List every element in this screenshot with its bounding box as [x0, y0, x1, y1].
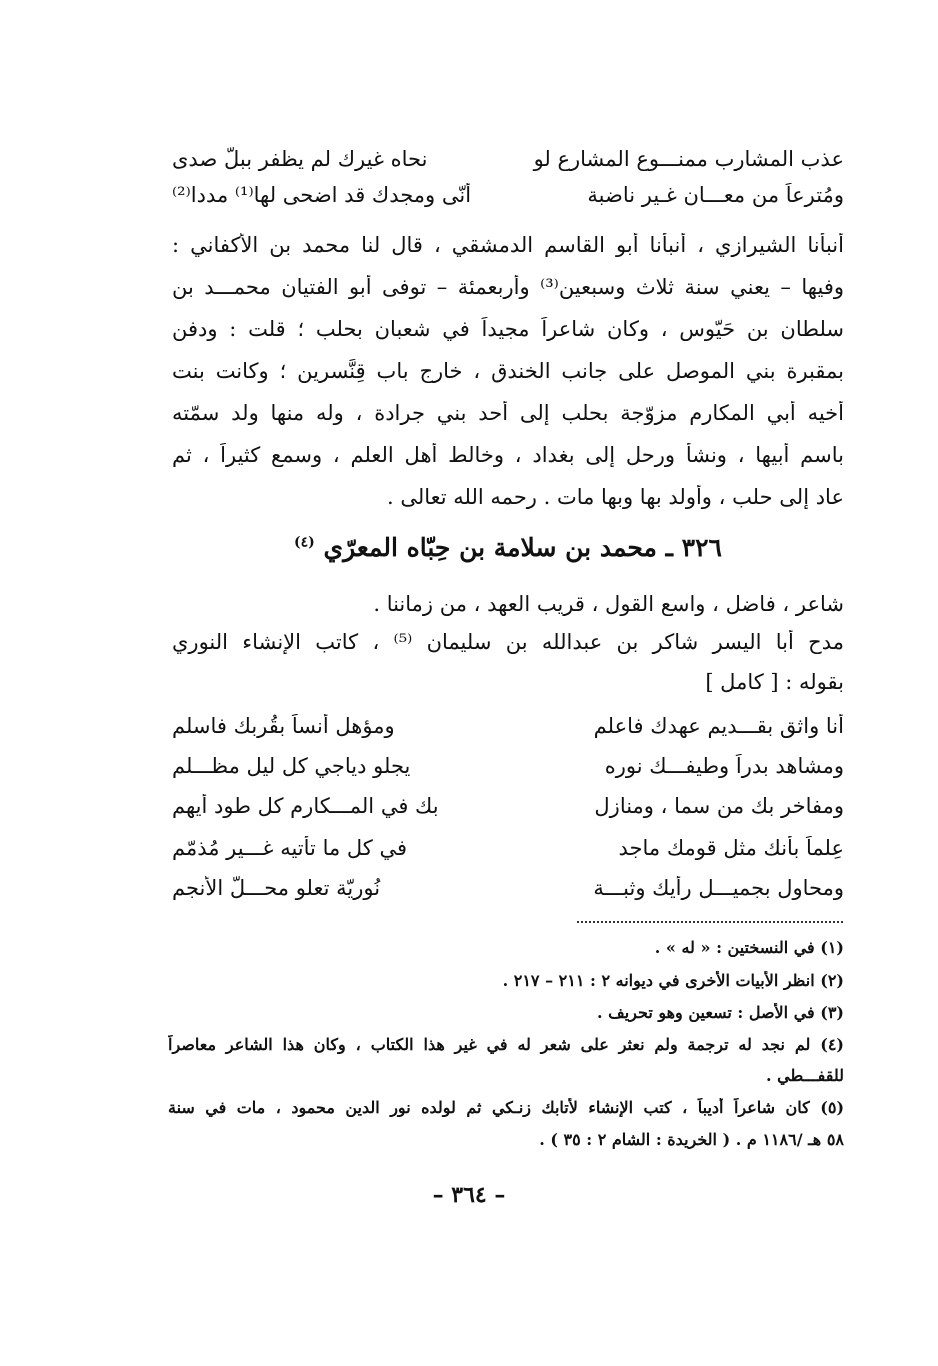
footnote: (٣) في الأصل : تسعين وهو تحريف . — [597, 1003, 844, 1022]
verse-hemistich-right: ومفاخر بك من سما ، ومنازل — [594, 794, 844, 818]
text-line: عاد إلى حلب ، وأولد بها وبها مات . رحمه الله تعالى . — [387, 485, 844, 509]
verse-hemistich-left: بك في المـــكارم كل طود أيهم — [172, 794, 439, 818]
text-line: أخيه أبي المكارم مزوّجة بحلب إلى أحد بني جرادة ، وله منها ولد سمّته — [172, 401, 844, 425]
verse-hemistich-right: ومحاول بجميـــل رأيك وثبـــة — [593, 876, 844, 900]
entry-heading — [172, 533, 844, 562]
verse-line — [172, 754, 844, 778]
footnote: (٤) لم نجد له ترجمة ولم نعثر على شعر له في غير هذا الكتاب ، وكان هذا الشاعر معاصراً — [168, 1035, 844, 1054]
verse-line — [172, 714, 844, 738]
verse-hemistich-left: نحاه غيرك لم يظفر ببلّ صدى — [172, 147, 428, 171]
text-line: وفيها – يعني سنة ثلاث وسبعين⁽³⁾ وأربعمئة – توفى أبو الفتيان محمـــد بن — [172, 275, 844, 299]
verse-hemistich-left: أنّى ومجدك قد اضحى لها⁽¹⁾ مددا⁽²⁾ — [172, 183, 472, 207]
page-number: – ٣٦٤ – — [432, 1182, 506, 1208]
text-line: بقوله : [ كامل ] — [705, 670, 844, 694]
footnote: (٥) كان شاعراً أديباً ، كتب الإنشاء لأتابك زنـكي ثم لولده نور الدين محمود ، مات في سنة — [168, 1098, 844, 1117]
verse-line — [172, 836, 844, 860]
text-line: بمقبرة بني الموصل على جانب الخندق ، خارج باب قِنَّسرين ؛ وكانت بنت — [172, 359, 844, 383]
entry-title: ٣٢٦ ـ محمد بن سلامة بن حِبّاه المعرّي — [323, 533, 722, 562]
verse-hemistich-left: ومؤهل أُنساً بقُربك فاسلم — [172, 714, 395, 738]
verse-hemistich-right: عِلماً بأنك مثل قومك ماجد — [618, 836, 844, 860]
verse-line — [172, 147, 844, 171]
text-line: مدح أبا اليسر شاكر بن عبدالله بن سليمان ⁽⁵⁾ ، كاتب الإنشاء النوري — [172, 630, 844, 654]
text-line: سلطان بن حَيّوس ، وكان شاعراً مجيداً في شعبان بحلب ؛ قلت : ودفن — [172, 317, 844, 341]
footnote-ref: (٤) — [294, 534, 315, 551]
verse-hemistich-right: ومشاهد بدراً وطيفـــك نوره — [604, 754, 844, 778]
verse-hemistich-left: يجلو دياجي كل ليل مظـــلم — [172, 754, 411, 778]
footnote: ٥٨ هـ /١١٨٦ م . ( الخريدة : الشام ٢ : ٣٥ ) . — [539, 1130, 844, 1149]
footnote: للقفـــطي . — [765, 1066, 844, 1085]
verse-hemistich-right: عذب المشارب ممنـــوع المشارع لو — [533, 147, 844, 171]
verse-hemistich-left: نُوريّة تعلو محـــلّ الأنجم — [172, 876, 381, 900]
text-line: أنبأنا الشيرازي ، أنبأنا أبو القاسم الدمشقي ، قال لنا محمد بن الأكفاني : — [172, 233, 844, 257]
text-line: شاعر ، فاضل ، واسع القول ، قريب العهد ، من زماننا . — [373, 592, 844, 616]
verse-hemistich-left: في كل ما تأتيه غـــير مُذمّم — [172, 836, 408, 860]
verse-line — [172, 794, 844, 818]
footnote: (٢) انظر الأبيات الأخرى في ديوانه ٢ : ٢١١ – ٢١٧ . — [502, 971, 844, 990]
verse-hemistich-right: أنا واثق بقـــديم عهدك فاعلم — [593, 714, 844, 738]
text-line: باسم أبيها ، ونشأ ورحل إلى بغداد ، وخالط أهل العلم ، وسمع كثيراً ، ثم — [172, 443, 844, 467]
footnote: (١) في النسختين : « له » . — [654, 938, 844, 957]
footnote-separator — [577, 921, 843, 923]
verse-hemistich-right: ومُترعاً من معـــان غـير ناضبة — [587, 183, 844, 207]
verse-line — [172, 876, 844, 900]
verse-line — [172, 183, 844, 207]
